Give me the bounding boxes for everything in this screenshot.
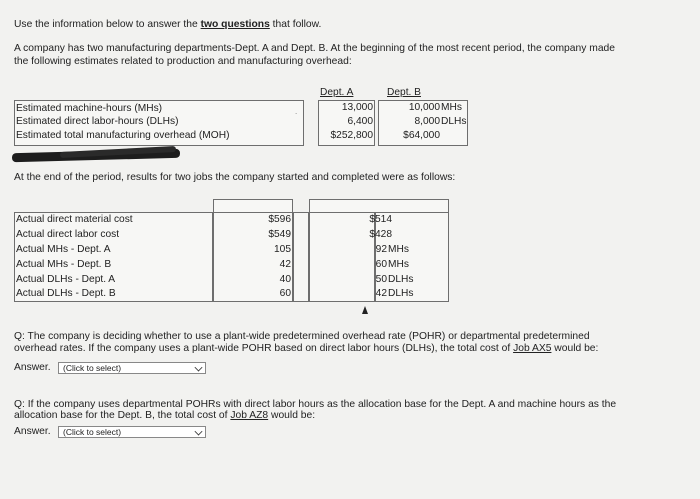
est-dept-a-value: 13,000 — [341, 102, 373, 113]
results-intro: At the end of the period, results for two jobs the company started and completed were as follows: — [14, 172, 456, 183]
row-marker: . — [295, 107, 298, 116]
job-az8-value: $428 — [369, 229, 392, 240]
job-ax5-value: $596 — [268, 214, 291, 225]
question-2-suffix: would be: — [268, 410, 316, 421]
answer-2-label: Answer. — [14, 426, 51, 437]
est-unit: MHs — [441, 102, 462, 113]
jobs-spacer-box — [293, 212, 309, 302]
job-ax5-value: 105 — [274, 244, 291, 255]
est-dept-b-value: 10,000 — [408, 102, 440, 113]
est-dept-b-value: $64,000 — [403, 130, 440, 141]
job-ax5-value: 60 — [279, 288, 291, 299]
header-dept-b: Dept. B — [387, 87, 421, 98]
chevron-down-icon — [195, 364, 203, 372]
instruction-emphasis: two questions — [200, 19, 270, 30]
job-az8-value: 42 — [375, 288, 387, 299]
job-ax5-value: 42 — [279, 259, 291, 270]
job-az8-value: 60 — [375, 259, 387, 270]
job-unit: MHs — [388, 259, 409, 270]
question-1-prefix: overhead rates. If the company uses a plant-wide POHR based on direct labor hours (DLHs), the total cost of — [14, 343, 514, 354]
job-row-label: Actual MHs - Dept. A — [16, 244, 111, 255]
est-row-label: Estimated direct labor-hours (DLHs) — [16, 116, 179, 127]
job-row-label: Actual DLHs - Dept. B — [16, 288, 116, 299]
answer-2-select[interactable] — [58, 426, 206, 438]
mouse-cursor-icon — [362, 306, 368, 314]
job-unit: DLHs — [388, 274, 414, 285]
est-row-label: Estimated total manufacturing overhead (MOH) — [16, 130, 230, 141]
question-2-line-1: Q: If the company uses departmental POHRs with direct labor hours as the allocation base for the Dept. A and machine hours as the — [14, 399, 617, 410]
intro-paragraph-line-2: the following estimates related to production and manufacturing overhead: — [14, 56, 352, 67]
job-unit: DLHs — [388, 288, 414, 299]
chevron-down-icon — [195, 428, 203, 436]
job-row-label: Actual DLHs - Dept. A — [16, 274, 116, 285]
answer-1-select[interactable] — [58, 362, 206, 374]
instruction-suffix: that follow. — [269, 19, 322, 30]
job-az8-value: 50 — [375, 274, 387, 285]
question-2-prefix: allocation base for the Dept. B, the total cost of — [14, 410, 231, 421]
question-1-suffix: would be: — [551, 343, 599, 354]
job-az8-value: $514 — [369, 214, 392, 225]
question-1-line-1: Q: The company is deciding whether to use a plant-wide predetermined overhead rate (POHR) or departmental predetermined — [14, 331, 590, 342]
est-dept-a-value: $252,800 — [330, 130, 373, 141]
job-row-label: Actual MHs - Dept. B — [16, 259, 112, 270]
job-ax5-value: 40 — [279, 274, 291, 285]
intro-paragraph-line-1: A company has two manufacturing departments-Dept. A and Dept. B. At the beginning of the most recent period, the company made — [14, 43, 616, 54]
job-az8-value: 92 — [375, 244, 387, 255]
question-1-job: Job AX5 — [513, 343, 552, 354]
job-row-label: Actual direct material cost — [16, 214, 133, 225]
question-2-job: Job AZ8 — [230, 410, 269, 421]
answer-2-select-value: (Click to select) — [63, 427, 122, 437]
job-unit: MHs — [388, 244, 409, 255]
answer-1-label: Answer. — [14, 362, 51, 373]
question-2-line-2 — [14, 410, 315, 423]
est-dept-b-value: 8,000 — [414, 116, 440, 127]
answer-1-select-value: (Click to select) — [63, 363, 122, 373]
job-ax5-value: $549 — [268, 229, 291, 240]
jobs-az8-header-box — [309, 199, 449, 212]
job-row-label: Actual direct labor cost — [16, 229, 120, 240]
est-dept-a-value: 6,400 — [347, 116, 373, 127]
header-dept-a: Dept. A — [320, 87, 354, 98]
instruction-prefix: Use the information below to answer the — [14, 19, 201, 30]
est-row-label: Estimated machine-hours (MHs) — [16, 103, 163, 114]
est-unit: DLHs — [441, 116, 467, 127]
jobs-ax5-header-box — [213, 199, 293, 212]
instruction-line — [14, 19, 321, 32]
question-1-line-2 — [14, 343, 598, 356]
